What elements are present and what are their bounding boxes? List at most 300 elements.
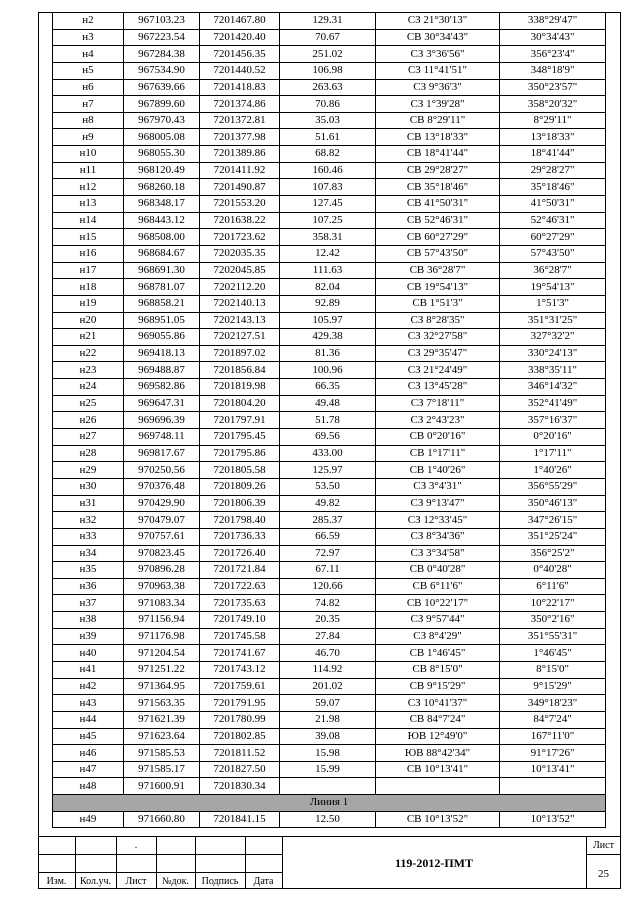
x-coord-cell: 970429.90 <box>124 495 200 512</box>
azimuth-cell: 0°40'28" <box>500 562 606 579</box>
azimuth-cell: 351°31'25" <box>500 312 606 329</box>
point-id-cell: н13 <box>53 196 124 213</box>
length-cell: 127.45 <box>280 196 376 213</box>
point-id-cell: н32 <box>53 512 124 529</box>
x-coord-cell: 968348.17 <box>124 196 200 213</box>
point-id-cell: н36 <box>53 578 124 595</box>
rhumb-cell: СЗ 9°36'3" <box>376 79 500 96</box>
point-id-cell: н6 <box>53 79 124 96</box>
length-cell: 67.11 <box>280 562 376 579</box>
y-coord-cell: 7201741.67 <box>200 645 280 662</box>
x-coord-cell: 967103.23 <box>124 13 200 30</box>
x-coord-cell: 969488.87 <box>124 362 200 379</box>
length-cell: 20.35 <box>280 612 376 629</box>
rhumb-cell: СВ 52°46'31" <box>376 212 500 229</box>
rhumb-cell: СВ 10°13'41" <box>376 761 500 778</box>
rhumb-cell: СВ 1°51'3" <box>376 295 500 312</box>
y-coord-cell: 7201726.40 <box>200 545 280 562</box>
x-coord-cell: 967639.66 <box>124 79 200 96</box>
rhumb-cell: СЗ 13°45'28" <box>376 379 500 396</box>
x-coord-cell: 971563.35 <box>124 695 200 712</box>
rhumb-cell: СВ 60°27'29" <box>376 229 500 246</box>
rhumb-cell: СЗ 8°28'35" <box>376 312 500 329</box>
azimuth-cell: 1°51'3" <box>500 295 606 312</box>
rhumb-cell: СЗ 3°36'56" <box>376 46 500 63</box>
label-revision: Изм. <box>46 876 67 887</box>
point-id-cell: н44 <box>53 711 124 728</box>
y-coord-cell: 7201791.95 <box>200 695 280 712</box>
point-id-cell: н40 <box>53 645 124 662</box>
azimuth-cell: 36°28'7" <box>500 262 606 279</box>
x-coord-cell: 970823.45 <box>124 545 200 562</box>
sheet-label: Лист <box>593 840 614 851</box>
length-cell: 68.82 <box>280 146 376 163</box>
length-cell: 358.31 <box>280 229 376 246</box>
length-cell: 21.98 <box>280 711 376 728</box>
rhumb-cell: СВ 6°11'6" <box>376 578 500 595</box>
y-coord-cell: 7201374.86 <box>200 96 280 113</box>
azimuth-cell: 10°22'17" <box>500 595 606 612</box>
x-coord-cell: 971251.22 <box>124 661 200 678</box>
point-id-cell: н34 <box>53 545 124 562</box>
y-coord-cell: 7202127.51 <box>200 329 280 346</box>
x-coord-cell: 970757.61 <box>124 528 200 545</box>
table-row <box>53 229 606 246</box>
y-coord-cell: 7201377.98 <box>200 129 280 146</box>
x-coord-cell: 971176.98 <box>124 628 200 645</box>
y-coord-cell: 7201795.86 <box>200 445 280 462</box>
point-id-cell: н26 <box>53 412 124 429</box>
y-coord-cell: 7201420.40 <box>200 29 280 46</box>
y-coord-cell: 7202045.85 <box>200 262 280 279</box>
section-title: Линия 1 <box>53 795 606 812</box>
point-id-cell: н35 <box>53 562 124 579</box>
rhumb-cell <box>376 778 500 795</box>
rhumb-cell: СВ 57°43'50" <box>376 245 500 262</box>
x-coord-cell: 968858.21 <box>124 295 200 312</box>
azimuth-cell: 13°18'33" <box>500 129 606 146</box>
length-cell <box>280 778 376 795</box>
length-cell: 106.98 <box>280 62 376 79</box>
rhumb-cell: ЮВ 12°49'0" <box>376 728 500 745</box>
point-id-cell: н37 <box>53 595 124 612</box>
table-row <box>53 362 606 379</box>
rhumb-cell: СВ 10°22'17" <box>376 595 500 612</box>
y-coord-cell: 7201745.58 <box>200 628 280 645</box>
length-cell: 129.31 <box>280 13 376 30</box>
coordinates-table <box>52 12 606 828</box>
point-id-cell: н23 <box>53 362 124 379</box>
table-row <box>53 196 606 213</box>
rhumb-cell: СВ 1°40'26" <box>376 462 500 479</box>
table-row <box>53 745 606 762</box>
rhumb-cell: СВ 0°40'28" <box>376 562 500 579</box>
length-cell: 35.03 <box>280 112 376 129</box>
table-row <box>53 146 606 163</box>
length-cell: 46.70 <box>280 645 376 662</box>
length-cell: 429.38 <box>280 329 376 346</box>
point-id-cell: н3 <box>53 29 124 46</box>
x-coord-cell: 967284.38 <box>124 46 200 63</box>
y-coord-cell: 7201830.34 <box>200 778 280 795</box>
azimuth-cell: 349°18'23" <box>500 695 606 712</box>
point-id-cell: н2 <box>53 13 124 30</box>
x-coord-cell: 970896.28 <box>124 562 200 579</box>
azimuth-cell: 8°29'11" <box>500 112 606 129</box>
label-sheet: Лист <box>125 876 147 887</box>
rhumb-cell: СВ 8°15'0" <box>376 661 500 678</box>
length-cell: 51.78 <box>280 412 376 429</box>
x-coord-cell: 970250.56 <box>124 462 200 479</box>
length-cell: 74.82 <box>280 595 376 612</box>
rhumb-cell: СВ 41°50'31" <box>376 196 500 213</box>
rhumb-cell: СЗ 21°30'13" <box>376 13 500 30</box>
length-cell: 100.96 <box>280 362 376 379</box>
point-id-cell: н20 <box>53 312 124 329</box>
point-id-cell: н8 <box>53 112 124 129</box>
table-row <box>53 129 606 146</box>
table-row <box>53 645 606 662</box>
rhumb-cell: СЗ 12°33'45" <box>376 512 500 529</box>
azimuth-cell: 346°14'32" <box>500 379 606 396</box>
azimuth-cell: 347°26'15" <box>500 512 606 529</box>
rhumb-cell: СВ 8°29'11" <box>376 112 500 129</box>
table-row <box>53 562 606 579</box>
y-coord-cell: 7201721.84 <box>200 562 280 579</box>
rhumb-cell: СВ 18°41'44" <box>376 146 500 163</box>
length-cell: 111.63 <box>280 262 376 279</box>
table-row <box>53 212 606 229</box>
x-coord-cell: 971364.95 <box>124 678 200 695</box>
table-row <box>53 778 606 795</box>
table-row <box>53 13 606 30</box>
y-coord-cell: 7201553.20 <box>200 196 280 213</box>
azimuth-cell: 0°20'16" <box>500 429 606 446</box>
label-doc-number: №док. <box>162 876 189 887</box>
table-row <box>53 478 606 495</box>
y-coord-cell: 7202140.13 <box>200 295 280 312</box>
point-id-cell: н45 <box>53 728 124 745</box>
length-cell: 92.89 <box>280 295 376 312</box>
point-id-cell: н19 <box>53 295 124 312</box>
title-block <box>38 836 621 889</box>
azimuth-cell: 57°43'50" <box>500 245 606 262</box>
y-coord-cell: 7201722.63 <box>200 578 280 595</box>
length-cell: 70.86 <box>280 96 376 113</box>
y-coord-cell: 7201440.52 <box>200 62 280 79</box>
y-coord-cell: 7201638.22 <box>200 212 280 229</box>
x-coord-cell: 969748.11 <box>124 429 200 446</box>
y-coord-cell: 7202035.35 <box>200 245 280 262</box>
rhumb-cell: СЗ 11°41'51" <box>376 62 500 79</box>
rhumb-cell: СЗ 3°4'31" <box>376 478 500 495</box>
azimuth-cell: 330°24'13" <box>500 345 606 362</box>
table-row <box>53 678 606 695</box>
length-cell: 433.00 <box>280 445 376 462</box>
point-id-cell: н28 <box>53 445 124 462</box>
rhumb-cell: СВ 0°20'16" <box>376 429 500 446</box>
x-coord-cell: 971204.54 <box>124 645 200 662</box>
azimuth-cell: 350°2'16" <box>500 612 606 629</box>
azimuth-cell: 338°29'47" <box>500 13 606 30</box>
table-row <box>53 245 606 262</box>
x-coord-cell: 971623.64 <box>124 728 200 745</box>
length-cell: 107.83 <box>280 179 376 196</box>
azimuth-cell: 1°46'45" <box>500 645 606 662</box>
azimuth-cell: 60°27'29" <box>500 229 606 246</box>
point-id-cell: н17 <box>53 262 124 279</box>
point-id-cell: н42 <box>53 678 124 695</box>
point-id-cell: н5 <box>53 62 124 79</box>
table-row <box>53 661 606 678</box>
point-id-cell: н11 <box>53 162 124 179</box>
azimuth-cell: 1°40'26" <box>500 462 606 479</box>
table-row <box>53 628 606 645</box>
azimuth-cell <box>500 778 606 795</box>
rhumb-cell: СЗ 29°35'47" <box>376 345 500 362</box>
table-row <box>53 711 606 728</box>
azimuth-cell: 52°46'31" <box>500 212 606 229</box>
table-row <box>53 595 606 612</box>
point-id-cell: н10 <box>53 146 124 163</box>
x-coord-cell: 969696.39 <box>124 412 200 429</box>
table-row <box>53 512 606 529</box>
y-coord-cell: 7201389.86 <box>200 146 280 163</box>
azimuth-cell: 338°35'11" <box>500 362 606 379</box>
y-coord-cell: 7201806.39 <box>200 495 280 512</box>
table-row <box>53 811 606 828</box>
length-cell: 70.67 <box>280 29 376 46</box>
point-id-cell: н25 <box>53 395 124 412</box>
y-coord-cell: 7201759.61 <box>200 678 280 695</box>
x-coord-cell: 969817.67 <box>124 445 200 462</box>
azimuth-cell: 91°17'26" <box>500 745 606 762</box>
rhumb-cell: СЗ 1°39'28" <box>376 96 500 113</box>
azimuth-cell: 35°18'46" <box>500 179 606 196</box>
x-coord-cell: 970376.48 <box>124 478 200 495</box>
azimuth-cell: 167°11'0" <box>500 728 606 745</box>
rhumb-cell: СВ 19°54'13" <box>376 279 500 296</box>
y-coord-cell: 7201723.62 <box>200 229 280 246</box>
azimuth-cell: 351°55'31" <box>500 628 606 645</box>
length-cell: 15.99 <box>280 761 376 778</box>
length-cell: 69.56 <box>280 429 376 446</box>
length-cell: 82.04 <box>280 279 376 296</box>
y-coord-cell: 7201805.58 <box>200 462 280 479</box>
section-row <box>53 795 606 812</box>
azimuth-cell: 356°55'29" <box>500 478 606 495</box>
label-quantity: Кол.уч. <box>79 876 112 887</box>
rhumb-cell: СВ 1°46'45" <box>376 645 500 662</box>
y-coord-cell: 7201802.85 <box>200 728 280 745</box>
table-row <box>53 29 606 46</box>
azimuth-cell: 327°32'2" <box>500 329 606 346</box>
rhumb-cell: СВ 9°15'29" <box>376 678 500 695</box>
azimuth-cell: 10°13'41" <box>500 761 606 778</box>
rhumb-cell: СВ 84°7'24" <box>376 711 500 728</box>
length-cell: 49.82 <box>280 495 376 512</box>
rhumb-cell: СВ 1°17'11" <box>376 445 500 462</box>
rhumb-cell: СЗ 2°43'23" <box>376 412 500 429</box>
length-cell: 120.66 <box>280 578 376 595</box>
length-cell: 51.61 <box>280 129 376 146</box>
y-coord-cell: 7201819.98 <box>200 379 280 396</box>
x-coord-cell: 971585.17 <box>124 761 200 778</box>
title-block-dot: . <box>134 840 138 851</box>
azimuth-cell: 10°13'52" <box>500 811 606 828</box>
rhumb-cell: СЗ 9°57'44" <box>376 612 500 629</box>
point-id-cell: н18 <box>53 279 124 296</box>
x-coord-cell: 968120.49 <box>124 162 200 179</box>
rhumb-cell: СЗ 3°34'58" <box>376 545 500 562</box>
rhumb-cell: СЗ 7°18'11" <box>376 395 500 412</box>
length-cell: 72.97 <box>280 545 376 562</box>
x-coord-cell: 968260.18 <box>124 179 200 196</box>
rhumb-cell: СВ 13°18'33" <box>376 129 500 146</box>
label-date: Дата <box>253 876 274 887</box>
x-coord-cell: 969582.86 <box>124 379 200 396</box>
point-id-cell: н24 <box>53 379 124 396</box>
y-coord-cell: 7201456.35 <box>200 46 280 63</box>
length-cell: 66.35 <box>280 379 376 396</box>
table-row <box>53 329 606 346</box>
x-coord-cell: 968005.08 <box>124 129 200 146</box>
x-coord-cell: 970963.38 <box>124 578 200 595</box>
point-id-cell: н29 <box>53 462 124 479</box>
coordinates-table-body <box>53 13 606 828</box>
x-coord-cell: 971156.94 <box>124 612 200 629</box>
y-coord-cell: 7201372.81 <box>200 112 280 129</box>
azimuth-cell: 84°7'24" <box>500 711 606 728</box>
point-id-cell: н38 <box>53 612 124 629</box>
x-coord-cell: 971585.53 <box>124 745 200 762</box>
x-coord-cell: 969647.31 <box>124 395 200 412</box>
azimuth-cell: 356°23'4" <box>500 46 606 63</box>
document-code: 119-2012-ПМТ <box>395 855 473 870</box>
rhumb-cell: СЗ 8°4'29" <box>376 628 500 645</box>
point-id-cell: н47 <box>53 761 124 778</box>
x-coord-cell: 971083.34 <box>124 595 200 612</box>
table-row <box>53 412 606 429</box>
x-coord-cell: 968781.07 <box>124 279 200 296</box>
azimuth-cell: 41°50'31" <box>500 196 606 213</box>
azimuth-cell: 8°15'0" <box>500 661 606 678</box>
point-id-cell: н21 <box>53 329 124 346</box>
azimuth-cell: 350°23'57" <box>500 79 606 96</box>
point-id-cell: н30 <box>53 478 124 495</box>
point-id-cell: н33 <box>53 528 124 545</box>
table-row <box>53 162 606 179</box>
table-row <box>53 345 606 362</box>
rhumb-cell: СЗ 8°34'36" <box>376 528 500 545</box>
x-coord-cell: 969418.13 <box>124 345 200 362</box>
x-coord-cell: 968055.30 <box>124 146 200 163</box>
point-id-cell: н41 <box>53 661 124 678</box>
y-coord-cell: 7201841.15 <box>200 811 280 828</box>
length-cell: 107.25 <box>280 212 376 229</box>
x-coord-cell: 968508.00 <box>124 229 200 246</box>
y-coord-cell: 7201735.63 <box>200 595 280 612</box>
length-cell: 53.50 <box>280 478 376 495</box>
table-row <box>53 262 606 279</box>
y-coord-cell: 7201797.91 <box>200 412 280 429</box>
point-id-cell: н49 <box>53 811 124 828</box>
x-coord-cell: 967534.90 <box>124 62 200 79</box>
point-id-cell: н14 <box>53 212 124 229</box>
length-cell: 12.42 <box>280 245 376 262</box>
table-row <box>53 379 606 396</box>
rhumb-cell: СЗ 32°27'58" <box>376 329 500 346</box>
table-row <box>53 462 606 479</box>
table-row <box>53 179 606 196</box>
table-row <box>53 46 606 63</box>
table-row <box>53 528 606 545</box>
y-coord-cell: 7201490.87 <box>200 179 280 196</box>
rhumb-cell: ЮВ 88°42'34" <box>376 745 500 762</box>
x-coord-cell: 971600.91 <box>124 778 200 795</box>
rhumb-cell: СВ 29°28'27" <box>376 162 500 179</box>
y-coord-cell: 7201795.45 <box>200 429 280 446</box>
azimuth-cell: 352°41'49" <box>500 395 606 412</box>
table-row <box>53 445 606 462</box>
length-cell: 125.97 <box>280 462 376 479</box>
azimuth-cell: 351°25'24" <box>500 528 606 545</box>
azimuth-cell: 1°17'11" <box>500 445 606 462</box>
table-row <box>53 429 606 446</box>
x-coord-cell: 971621.39 <box>124 711 200 728</box>
length-cell: 12.50 <box>280 811 376 828</box>
azimuth-cell: 29°28'27" <box>500 162 606 179</box>
azimuth-cell: 19°54'13" <box>500 279 606 296</box>
length-cell: 27.84 <box>280 628 376 645</box>
table-row <box>53 495 606 512</box>
x-coord-cell: 968443.12 <box>124 212 200 229</box>
length-cell: 285.37 <box>280 512 376 529</box>
point-id-cell: н12 <box>53 179 124 196</box>
table-row <box>53 695 606 712</box>
rhumb-cell: СЗ 10°41'37" <box>376 695 500 712</box>
azimuth-cell: 357°16'37" <box>500 412 606 429</box>
point-id-cell: н15 <box>53 229 124 246</box>
table-row <box>53 578 606 595</box>
length-cell: 15.98 <box>280 745 376 762</box>
y-coord-cell: 7201809.26 <box>200 478 280 495</box>
table-row <box>53 295 606 312</box>
point-id-cell: н43 <box>53 695 124 712</box>
table-row <box>53 761 606 778</box>
y-coord-cell: 7202143.13 <box>200 312 280 329</box>
table-row <box>53 62 606 79</box>
y-coord-cell: 7201856.84 <box>200 362 280 379</box>
rhumb-cell: СВ 36°28'7" <box>376 262 500 279</box>
rhumb-cell: СЗ 9°13'47" <box>376 495 500 512</box>
point-id-cell: н22 <box>53 345 124 362</box>
x-coord-cell: 967899.60 <box>124 96 200 113</box>
azimuth-cell: 9°15'29" <box>500 678 606 695</box>
length-cell: 66.59 <box>280 528 376 545</box>
table-row <box>53 612 606 629</box>
table-row <box>53 96 606 113</box>
length-cell: 263.63 <box>280 79 376 96</box>
x-coord-cell: 970479.07 <box>124 512 200 529</box>
y-coord-cell: 7201418.83 <box>200 79 280 96</box>
y-coord-cell: 7201411.92 <box>200 162 280 179</box>
length-cell: 49.48 <box>280 395 376 412</box>
length-cell: 105.97 <box>280 312 376 329</box>
length-cell: 201.02 <box>280 678 376 695</box>
y-coord-cell: 7201743.12 <box>200 661 280 678</box>
point-id-cell: н7 <box>53 96 124 113</box>
